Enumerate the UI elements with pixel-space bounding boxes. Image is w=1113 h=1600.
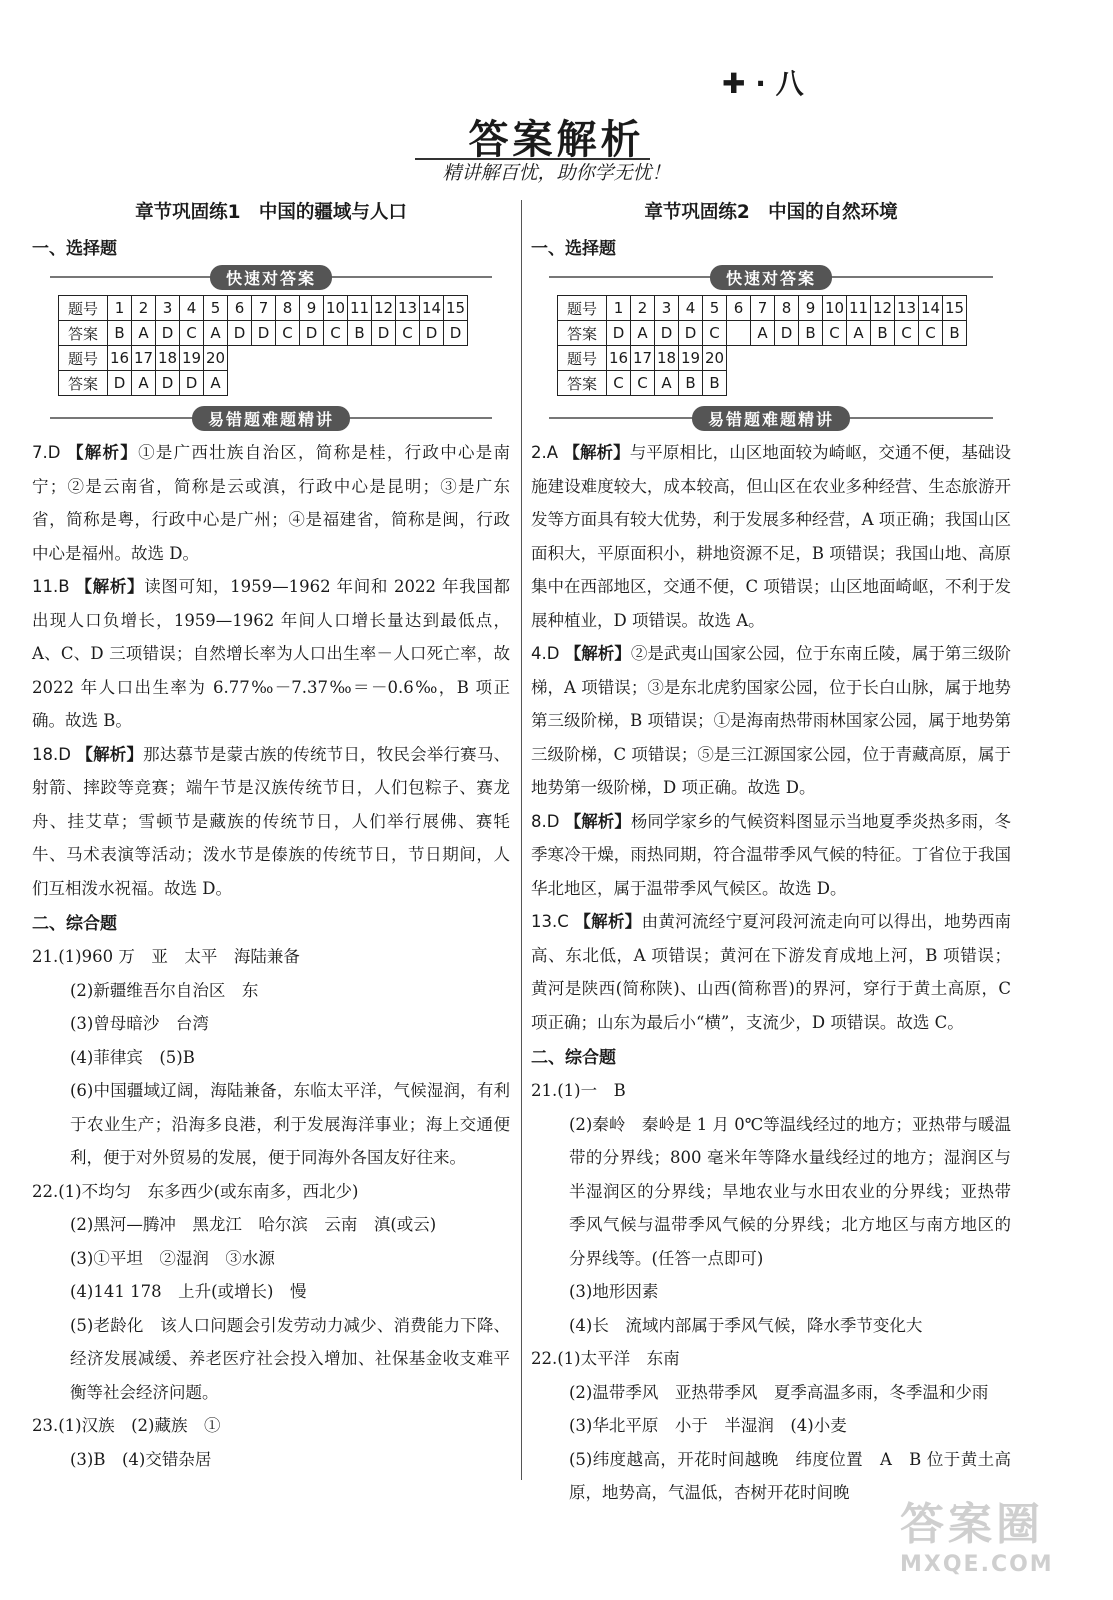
table-row: 答案 D A D D C A D B C A B C C B [558, 321, 967, 346]
watermark-logo: 答案圈 MXQE.COM [900, 1499, 1054, 1577]
answer-q21-6: (6)中国疆域辽阔，海陆兼备，东临太平洋，气候湿润，有利于农业生产；沿海多良港，利于发展海洋事业；海上交通便利，便于对外贸易的发展，便于同海外各国友好往来。 [70, 1081, 510, 1167]
table-row: 题号 16 17 18 19 20 [558, 346, 727, 371]
answer-table [557, 295, 967, 346]
left-column [32, 198, 510, 1476]
answer-q22-4: (4)141 178 上升(或增长) 慢 [70, 1282, 307, 1301]
comprehensive-heading: 二、综合题 [32, 914, 117, 934]
answer-table-2 [58, 345, 228, 396]
hard-question-banner: 易错题难题精讲 [32, 406, 510, 430]
answer-q22-5: (5)纬度越高，开花时间越晚 纬度位置 A B 位于黄土高原，地势高，气温低，杏树开花时间晚 [569, 1449, 1011, 1502]
answer-q22-3: (3)华北平原 小于 半湿润 (4)小麦 [569, 1416, 847, 1435]
column-divider [521, 200, 522, 1480]
page-title: 答案解析 [468, 117, 645, 163]
table-row: 答案 D A D D A [59, 371, 228, 396]
answer-q22-2: (2)黑河—腾冲 黑龙江 哈尔滨 云南 滇(或云) [70, 1215, 437, 1234]
answer-q13: 13.C 【解析】由黄河流经宁夏河段河流走向可以得出，地势西南高、东北低，A 项错误；黄河在下游发育成地上河，B 项错误；黄河是陕西(简称陕)、山西(简称晋)的界河，穿行于黄土高原，C 项正确；山东为最后小“横”，支流少，D 项错误。故选 C。 [531, 912, 1012, 1032]
answer-q7: 7.D 【解析】①是广西壮族自治区，简称是桂，行政中心是南宁；②是云南省，简称是云或滇，行政中心是昆明；③是广东省，简称是粤，行政中心是广州；④是福建省，简称是闽，行政中心是福州。故选 D。 [32, 443, 511, 563]
answer-q22-5: (5)老龄化 该人口问题会引发劳动力减少、消费能力下降、经济发展减缓、养老医疗社会投入增加、社保基金收支难平衡等社会经济问题。 [70, 1315, 510, 1402]
quick-answer-banner: 快速对答案 [531, 265, 1011, 289]
answer-q8: 8.D 【解析】杨同学家乡的气候资料图显示当地夏季炎热多雨，冬季寒冷干燥，雨热同期，符合温带季风气候的特征。丁省位于我国华北地区，属于温带季风气候区。故选 D。 [531, 811, 1012, 898]
quick-answer-banner: 快速对答案 [32, 265, 510, 289]
answer-q22-1: 22.(1)不均匀 东多西少(或东南多，西北少) [32, 1181, 359, 1201]
slogan: 精讲解百忧，助你学无忧！ [442, 162, 671, 184]
right-column [531, 198, 1011, 1510]
answer-q22-1: 22.(1)太平洋 东南 [531, 1349, 680, 1368]
answer-q21-1: 21.(1)一 B [531, 1081, 626, 1100]
answer-q21-2: (2)秦岭 秦岭是 1 月 0℃等温线经过的地方；亚热带与暖温带的分界线；800 毫米年等降水量线经过的地方；湿润区与半湿润区的分界线；旱地农业与水田农业的分界线；亚热带季风气候与温带季风气候的分界线；北方地区与南方地区的分界线等。(任答一点即可) [569, 1114, 1011, 1268]
answer-q21-1: 21.(1)960 万 亚 太平 海陆兼备 [32, 947, 300, 966]
answer-table [58, 295, 468, 346]
answer-q11: 11.B 【解析】读图可知，1959—1962 年间和 2022 年我国都出现人口负增长，1959—1962 年间人口增长量达到最低点，A、C、D 三项错误；自然增长率为人口出生率－人口死亡率，故 2022 年人口出生率为 6.77‰－7.37‰＝－0.6‰，B 项正确。故选 B。 [32, 577, 510, 730]
answer-q18: 18.D 【解析】那达慕节是蒙古族的传统节日，牧民会举行赛马、射箭、摔跤等竞赛；端午节是汉族传统节日，人们包粽子、赛龙舟、挂艾草；雪顿节是藏族的传统节日，人们举行展佛、赛牦牛、马术表演等活动；泼水节是傣族的传统节日，节日期间，人们互相泼水祝福。故选 D。 [32, 744, 511, 898]
table-row: 答案 B A D C A D D C D C B D C D D [59, 321, 468, 346]
comprehensive-heading: 二、综合题 [531, 1048, 616, 1068]
answer-q21-4: (4)长 流域内部属于季风气候，降水季节变化大 [569, 1315, 923, 1335]
grade-mark: ✚ · 八 [722, 67, 804, 100]
answer-q2: 2.A 【解析】与平原相比，山区地面较为崎岖，交通不便，基础设施建设难度较大，成本较高，但山区在农业多种经营、生态旅游开发等方面具有较大优势，利于发展多种经营，A 项正确；我国山区面积大，平原面积小，耕地资源不足，B 项错误；我国山地、高原集中在西部地区，交通不便，C 项错误；山区地面崎岖，不利于发展种植业，D 项错误。故选 A。 [531, 443, 1012, 630]
choice-heading: 一、选择题 [32, 239, 117, 259]
answer-q21-2: (2)新疆维吾尔自治区 东 [70, 980, 259, 1000]
answer-q22-2: (2)温带季风 亚热带季风 夏季高温多雨，冬季温和少雨 [569, 1382, 989, 1402]
section-title-2: 章节巩固练2 中国的自然环境 [644, 202, 898, 223]
answer-q23-3: (3)B (4)交错杂居 [70, 1449, 212, 1469]
answer-q21-3: (3)曾母暗沙 台湾 [70, 1014, 209, 1033]
choice-heading: 一、选择题 [531, 239, 616, 259]
table-row: 答案 C C A B B [558, 371, 727, 396]
table-row: 题号 1 2 3 4 5 6 7 8 9 10 11 12 13 14 15 [558, 296, 967, 321]
answer-q22-3: (3)①平坦 ②湿润 ③水源 [70, 1248, 275, 1268]
answer-q21-4: (4)菲律宾 (5)B [70, 1047, 195, 1067]
answer-q23-1: 23.(1)汉族 (2)藏族 ① [32, 1416, 221, 1435]
answer-q21-3: (3)地形因素 [569, 1282, 659, 1301]
table-row: 题号 1 2 3 4 5 6 7 8 9 10 11 12 13 14 15 [59, 296, 468, 321]
hard-question-banner: 易错题难题精讲 [531, 406, 1011, 430]
answer-q4: 4.D 【解析】②是武夷山国家公园，位于东南丘陵，属于第三级阶梯，A 项错误；③是东北虎豹国家公园，位于长白山脉，属于地势第三级阶梯，B 项错误；①是海南热带雨林国家公园，属于地势第三级阶梯，C 项错误；⑤是三江源国家公园，位于青藏高原，属于地势第一级阶梯，D 项正确。故选 D。 [531, 644, 1012, 797]
table-row: 题号 16 17 18 19 20 [59, 346, 228, 371]
answer-table-2 [557, 345, 727, 396]
section-title-1: 章节巩固练1 中国的疆域与人口 [135, 202, 407, 223]
